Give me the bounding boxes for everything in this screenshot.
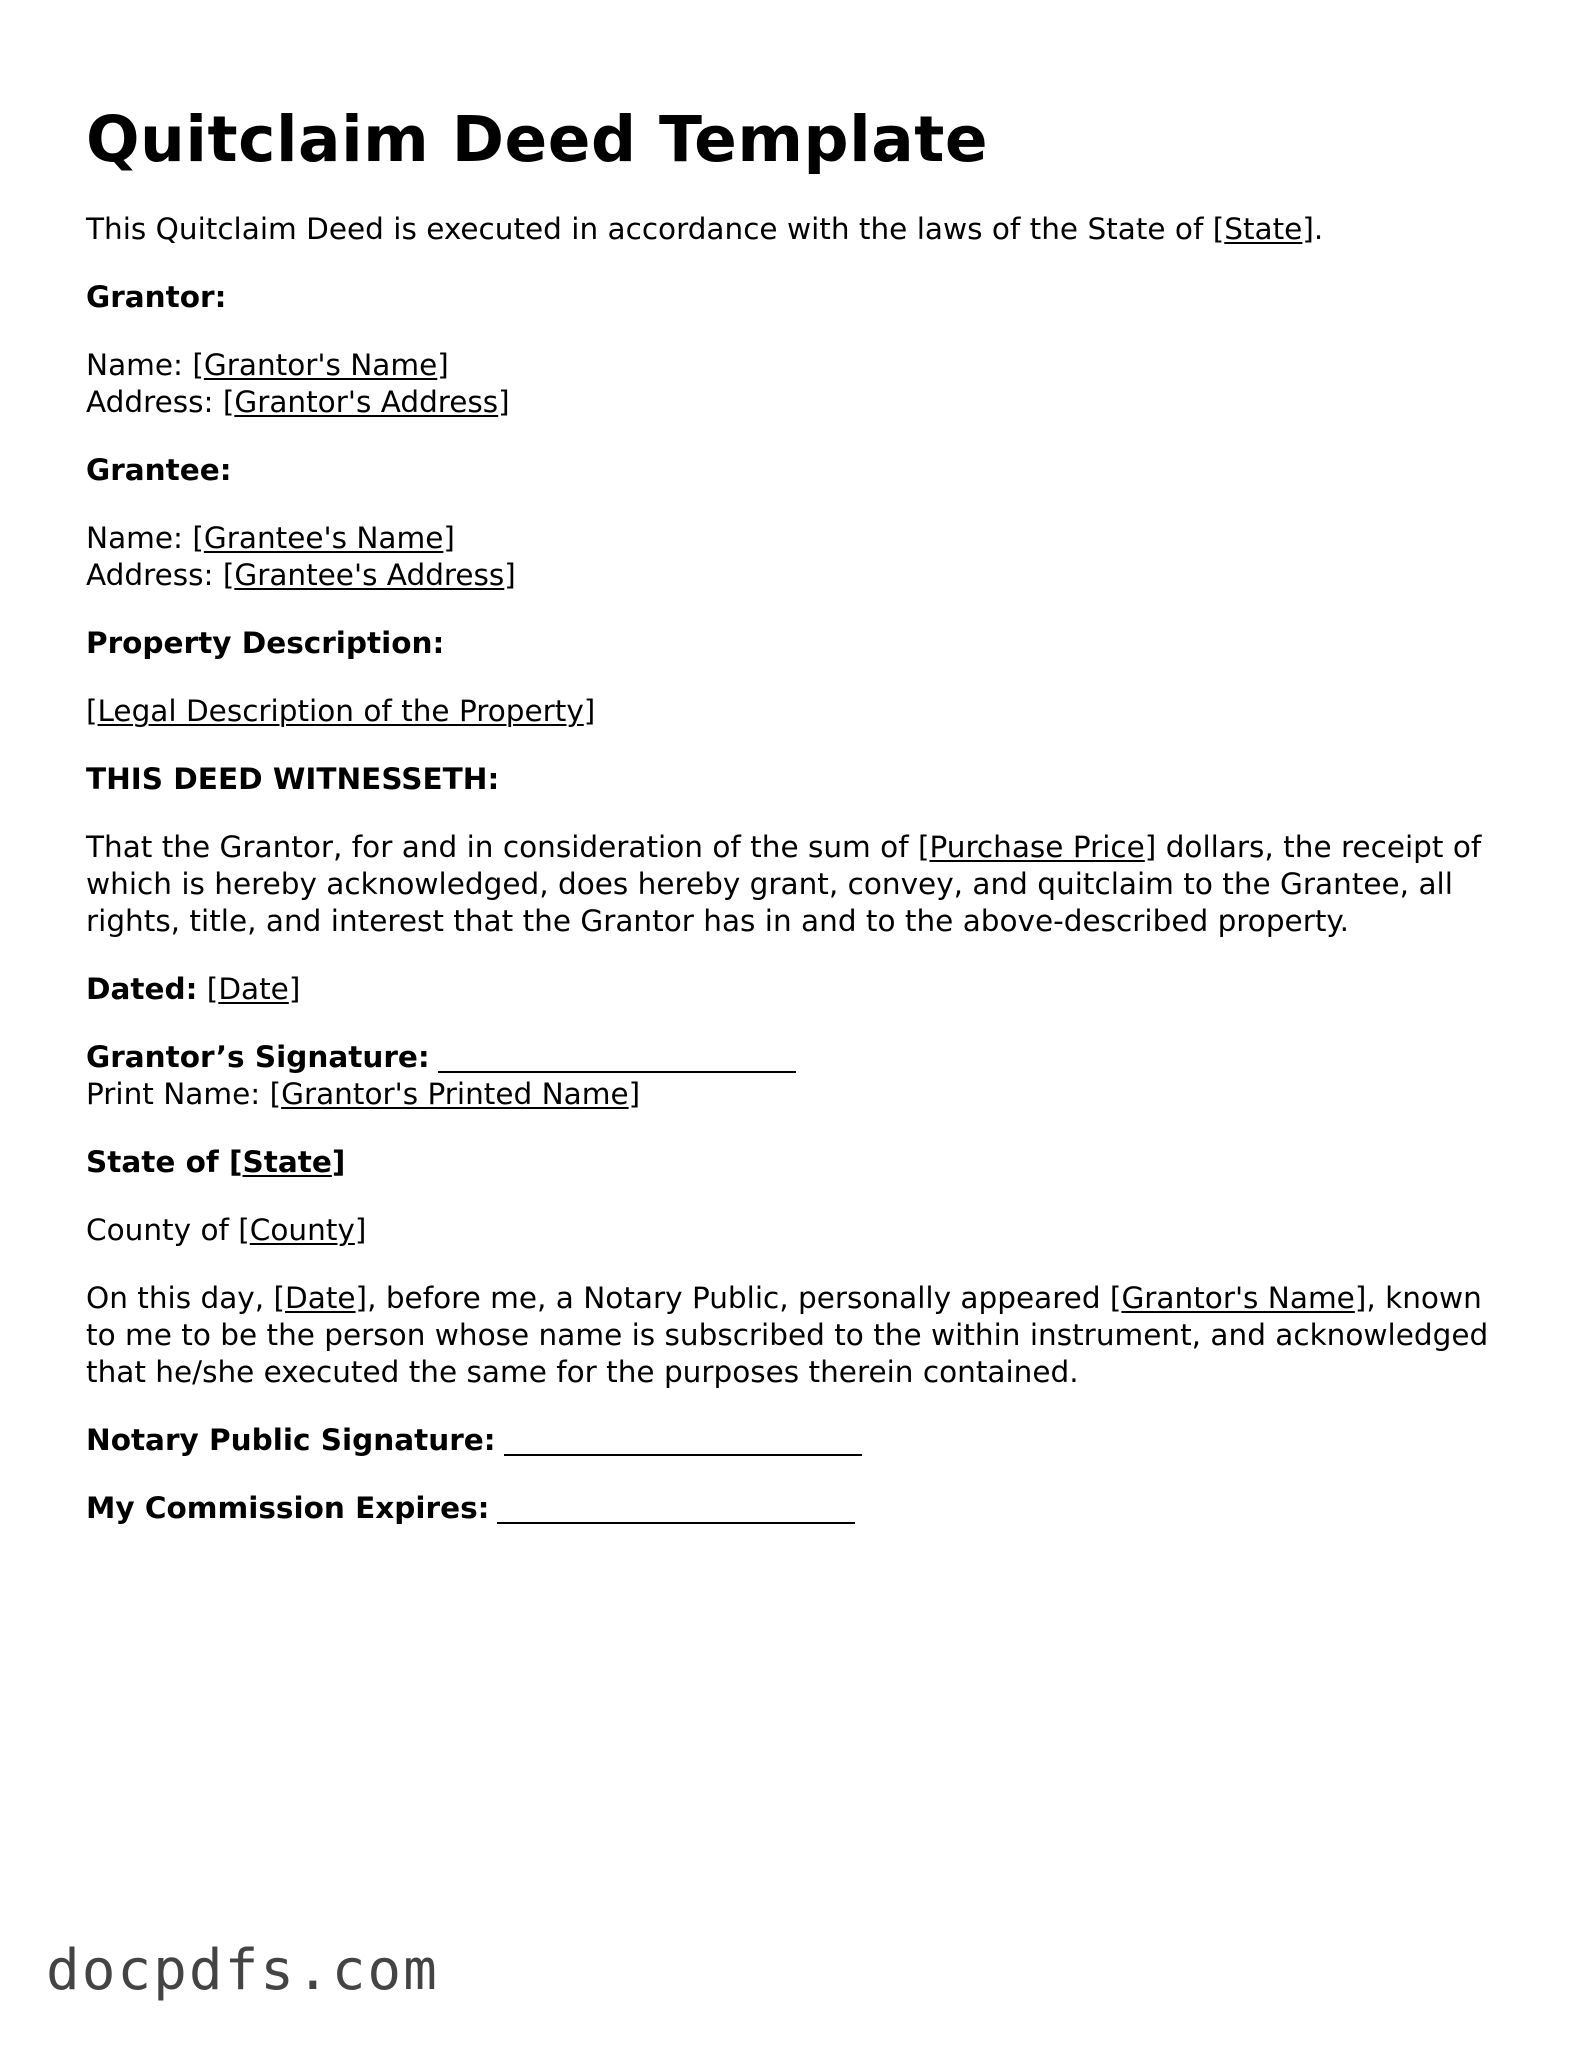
commission-blank: [497, 1492, 855, 1524]
county-placeholder: County: [249, 1213, 355, 1247]
grantee-heading: Grantee:: [86, 453, 232, 487]
notary-date-placeholder: Date: [285, 1281, 356, 1315]
document-page: [86, 103, 1506, 1558]
grantor-address-placeholder: Grantor's Address: [234, 385, 499, 419]
grantor-heading: Grantor:: [86, 280, 227, 314]
purchase-price-placeholder: Purchase Price: [929, 830, 1145, 864]
grantor-address-line: Address: [Grantor's Address]: [86, 385, 510, 419]
grantor-name-placeholder: Grantor's Name: [203, 348, 438, 382]
notary-signature-label: Notary Public Signature:: [86, 1423, 496, 1457]
date-placeholder: Date: [218, 972, 289, 1006]
grantor-signature-line: [86, 1039, 1506, 1076]
grantee-name-line: Name: [Grantee's Name]: [86, 521, 455, 555]
witnesseth-paragraph: That the Grantor, for and in consideration of the sum of [Purchase Price] dollars, the receipt of which is hereby acknowledged, does hereby grant, convey, and quitclaim to the Grantee, all rights, title, and interest that the Grantor has in and to the above-described property.: [86, 830, 1482, 938]
grantee-details: [86, 520, 1506, 594]
grantor-details: [86, 347, 1506, 421]
grantee-name-placeholder: Grantee's Name: [203, 521, 444, 555]
commission-label: My Commission Expires:: [86, 1491, 490, 1525]
state-placeholder: State: [1224, 212, 1303, 246]
notary-grantor-placeholder: Grantor's Name: [1121, 1281, 1355, 1315]
notary-signature-line: [86, 1422, 1506, 1459]
intro-paragraph: This Quitclaim Deed is executed in accordance with the laws of the State of [State].: [86, 212, 1324, 246]
grantor-signature-label: Grantor’s Signature:: [86, 1040, 430, 1074]
grantor-name-line: Name: [Grantor's Name]: [86, 348, 449, 382]
notary-state-placeholder: State: [242, 1145, 332, 1179]
print-name-line: Print Name: [Grantor's Printed Name]: [86, 1077, 641, 1111]
county-line: County of [County]: [86, 1213, 367, 1247]
property-description: [Legal Description of the Property]: [86, 694, 596, 728]
notary-paragraph: On this day, [Date], before me, a Notary Public, personally appeared [Grantor's Name], known to me to be the person whose name is subscribed to the within instrument, and acknowledged that he/she executed the same for the purposes therein contained.: [86, 1281, 1489, 1389]
dated-line: Dated: [Date]: [86, 972, 301, 1006]
commission-line: [86, 1490, 1506, 1527]
grantee-address-placeholder: Grantee's Address: [234, 558, 505, 592]
intro-text: This Quitclaim Deed is executed in accordance with the laws of the State of: [86, 212, 1213, 246]
grantor-signature-block: [86, 1039, 1506, 1113]
grantor-signature-blank: [438, 1041, 796, 1073]
printed-name-placeholder: Grantor's Printed Name: [281, 1077, 629, 1111]
watermark-logo: docpdfs.com: [46, 1938, 439, 2003]
document-title: Quitclaim Deed Template: [86, 103, 989, 176]
grantee-address-line: Address: [Grantee's Address]: [86, 558, 516, 592]
dated-label: Dated:: [86, 972, 198, 1006]
notary-state-line: State of [State]: [86, 1145, 346, 1179]
property-placeholder: Legal Description of the Property: [97, 694, 584, 728]
witnesseth-heading: THIS DEED WITNESSETH:: [86, 762, 500, 796]
notary-signature-blank: [504, 1424, 862, 1456]
property-heading: Property Description:: [86, 626, 445, 660]
